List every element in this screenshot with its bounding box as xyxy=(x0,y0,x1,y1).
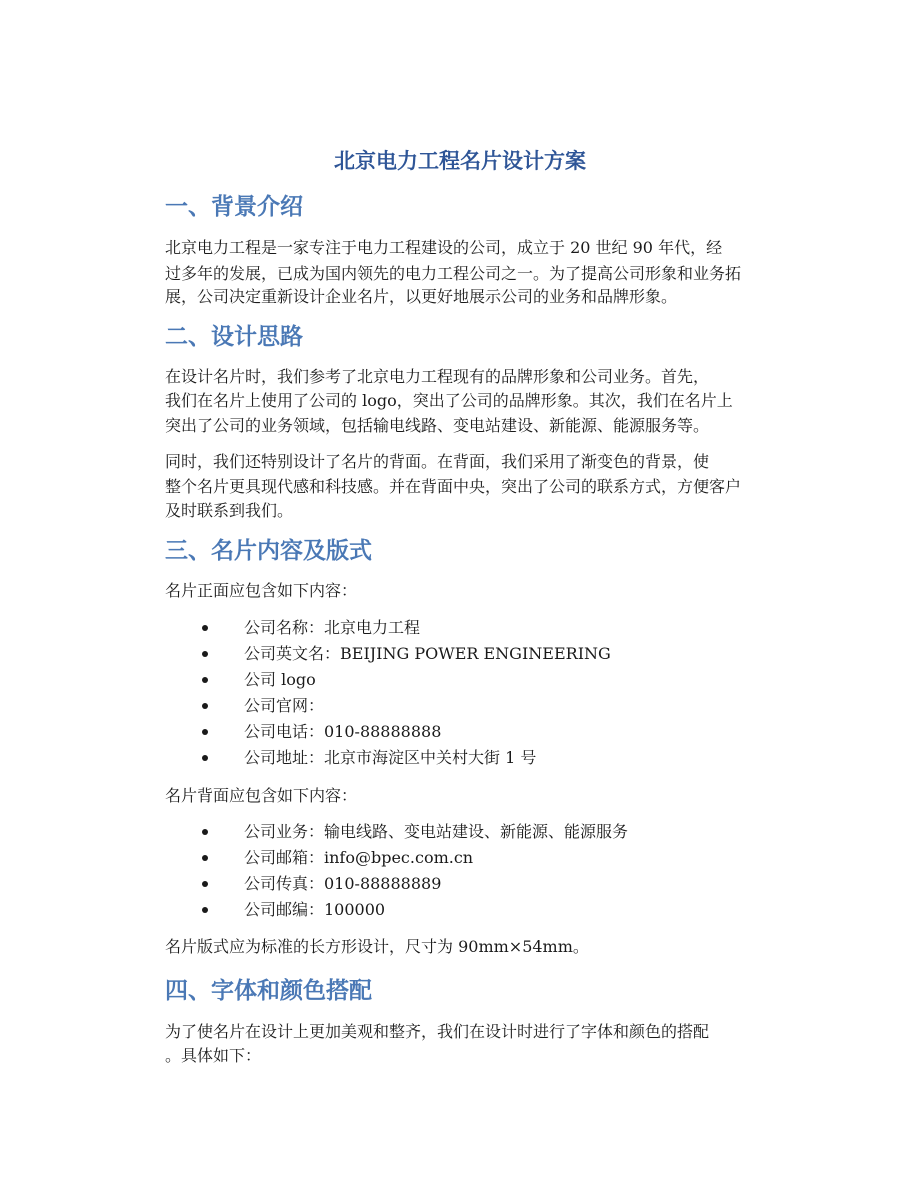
document-title: 北京电力工程名片设计方案 xyxy=(334,148,586,173)
back-intro: 名片背面应包含如下内容： xyxy=(165,786,358,805)
format-note: 名片版式应为标准的长方形设计，尺寸为 90mm×54mm。 xyxy=(165,937,589,956)
background-line-2: 过多年的发展，已成为国内领先的电力工程公司之一。为了提高公司形象和业务拓 xyxy=(165,264,742,283)
front-intro: 名片正面应包含如下内容： xyxy=(165,581,358,600)
bullet-icon xyxy=(202,907,208,913)
design-para1-line-1: 在设计名片时，我们参考了北京电力工程现有的品牌形象和公司业务。首先， xyxy=(165,367,710,386)
section-heading-background: 一、背景介绍 xyxy=(165,193,303,220)
section-heading-design: 二、设计思路 xyxy=(165,323,303,350)
fonts-line-1: 为了使名片在设计上更加美观和整齐，我们在设计时进行了字体和颜色的搭配 xyxy=(165,1022,710,1041)
bullet-icon xyxy=(202,677,208,683)
design-para2-line-2: 整个名片更具现代感和科技感。并在背面中央，突出了公司的联系方式，方便客户 xyxy=(165,477,742,496)
bullet-icon xyxy=(202,729,208,735)
bullet-icon xyxy=(202,881,208,887)
section-heading-fonts: 四、字体和颜色搭配 xyxy=(165,977,372,1004)
section-heading-content: 三、名片内容及版式 xyxy=(165,537,372,564)
design-para1-line-2: 我们在名片上使用了公司的 logo，突出了公司的品牌形象。其次，我们在名片上 xyxy=(165,391,733,410)
design-para2-line-1: 同时，我们还特别设计了名片的背面。在背面，我们采用了渐变色的背景，使 xyxy=(165,452,710,471)
design-para1-line-3: 突出了公司的业务领域，包括输电线路、变电站建设、新能源、能源服务等。 xyxy=(165,416,710,435)
background-line-1: 北京电力工程是一家专注于电力工程建设的公司，成立于 20 世纪 90 年代，经 xyxy=(165,238,723,257)
bullet-icon xyxy=(202,855,208,861)
background-line-3: 展，公司决定重新设计企业名片，以更好地展示公司的业务和品牌形象。 xyxy=(165,287,678,306)
design-para2-line-3: 及时联系到我们。 xyxy=(165,501,294,520)
bullet-icon xyxy=(202,755,208,761)
bullet-icon xyxy=(202,703,208,709)
bullet-icon xyxy=(202,651,208,657)
fonts-line-2: 。具体如下： xyxy=(165,1046,262,1065)
document-page: 北京电力工程名片设计方案 一、背景介绍 北京电力工程是一家专注于电力工程建设的公司，成立于 20 世纪 90 年代，经 过多年的发展，已成为国内领先的电力工程公司之一。为了提高公司形象和业务拓 展，公司决定重新设计企业名片，以更好地展示公司的业务和品牌形象。 二、设计思路 在设计名片时，我们参考了北京电力工程现有的品牌形象和公司业务。首先， 我们在名片上使用了公司的 logo，突出了公司的品牌形象。其次，我们在名片上 突出了公司的业务领域，包括输电线路、变电站建设、新能源、能源服务等。 同时，我们还特别设计了名片的背面。在背面，我们采用了渐变色的背景，使 整个名片更具现代感和科技感。并在背面中央，突出了公司的联系方式，方便客户 及时联系到我们。 三、名片内容及版式 名片正面应包含如下内容： 公司名称：北京电力工程 公司英文名：BEIJING POWER ENGINEERING 公司 logo 公司官网： 公司电话：010-88888888 公司地址：北京市海淀区中关村大街 1 号 名片背面应包含如下内容： 公司业务：输电线路、变电站建设、新能源、能源服务 公司邮箱：info@bpec.com.cn 公司传真：010-88888889 公司邮编：100000 名片版式应为标准的长方形设计，尺寸为 90mm×54mm。 四、字体和颜色搭配 为了使名片在设计上更加美观和整齐，我们在设计时进行了字体和颜色的搭配 。具体如下： xyxy=(0,0,920,1191)
bullet-icon xyxy=(202,829,208,835)
bullet-icon xyxy=(202,625,208,631)
